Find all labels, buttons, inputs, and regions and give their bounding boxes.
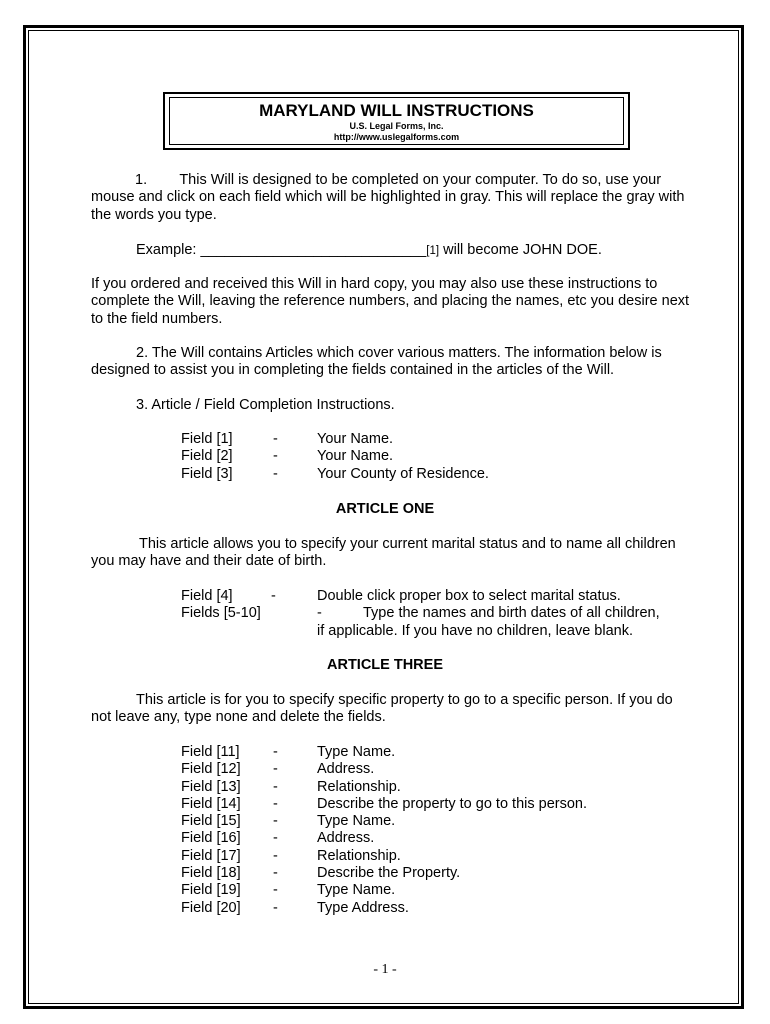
field-dash: - <box>273 813 278 830</box>
list-item <box>181 431 701 448</box>
field-dash: - <box>273 865 278 882</box>
article-three-heading: ARTICLE THREE <box>327 657 443 673</box>
section-1-text: This Will is designed to be completed on your computer. To do so, use your mouse and click on each field which will be highlighted in gray. This will replace the gray with the words you type. <box>91 172 685 223</box>
hardcopy-paragraph: If you ordered and received this Will in hard copy, you may also use these instructions to complete the Will, leaving the reference numbers, and placing the names, etc you desire next to the field numbers. <box>91 276 690 327</box>
field-description: Type Name. <box>317 813 396 830</box>
list-item <box>181 865 701 882</box>
field-description: Type Address. <box>317 899 409 916</box>
list-item <box>181 900 701 917</box>
field-dash: - <box>273 431 278 447</box>
list-item <box>181 796 701 813</box>
article-three-field-list <box>181 744 701 917</box>
field-label: Field [14] <box>181 795 241 812</box>
field-label: Field [18] <box>181 865 241 882</box>
list-item <box>181 605 701 622</box>
section-1-number: 1. <box>135 172 148 188</box>
field-description: Describe the Property. <box>317 865 461 882</box>
article-one-field-list <box>181 588 701 640</box>
field-dash: - <box>273 778 278 795</box>
list-item <box>181 813 701 830</box>
field-label: Field [1] <box>181 431 233 447</box>
field-description: Type Name. <box>317 882 396 899</box>
page-number: - 1 - <box>373 962 397 977</box>
list-item <box>181 779 701 796</box>
field-label: Field [11] <box>181 744 240 760</box>
field-dash: - <box>273 795 278 812</box>
field-description: Your Name. <box>317 448 394 465</box>
list-item <box>181 448 701 465</box>
field-label: Field [17] <box>181 847 241 864</box>
field-label: Field [4] <box>181 588 233 604</box>
field-description: Relationship. <box>317 778 401 795</box>
field-description: Double click proper box to select marital status. <box>317 588 621 604</box>
field-description: Relationship. <box>317 847 401 864</box>
field-dash: - <box>273 830 278 847</box>
list-item <box>181 761 701 778</box>
field-label: Field [13] <box>181 778 241 795</box>
document-title: MARYLAND WILL INSTRUCTIONS <box>259 101 534 120</box>
list-item <box>181 466 701 483</box>
company-url[interactable]: http://www.uslegalforms.com <box>333 132 460 142</box>
field-description-continued: if applicable. If you have no children, leave blank. <box>317 622 633 639</box>
article-one-text: This article allows you to specify your current marital status and to name all children you may have and their date of birth. <box>91 536 676 570</box>
list-item <box>181 830 701 847</box>
field-description: Describe the property to go to this person. <box>317 795 588 812</box>
section-3-text: 3. Article / Field Completion Instructions. <box>136 397 395 413</box>
example-blank: ____________________________ <box>200 242 427 258</box>
field-dash: - <box>273 847 278 864</box>
article-one-heading: ARTICLE ONE <box>335 501 435 517</box>
field-label: Field [3] <box>181 465 233 482</box>
field-dash: - <box>273 448 278 465</box>
section-3-heading <box>91 397 691 414</box>
list-item <box>181 588 701 605</box>
section-2-paragraph <box>91 345 691 380</box>
field-description: Your County of Residence. <box>317 465 489 482</box>
field-label: Field [20] <box>181 899 241 916</box>
section-3-field-list <box>181 431 701 483</box>
field-dash: - <box>273 899 278 916</box>
field-label: Field [15] <box>181 813 241 830</box>
example-label: Example: <box>136 242 201 258</box>
section-1-paragraph <box>91 172 691 224</box>
field-label: Field [12] <box>181 761 241 778</box>
list-item <box>181 848 701 865</box>
example-line <box>91 242 691 260</box>
field-description: Address. <box>317 761 375 778</box>
field-label: Field [19] <box>181 882 241 899</box>
field-description: Type Name. <box>317 744 396 760</box>
field-description: Address. <box>317 830 375 847</box>
company-name: U.S. Legal Forms, Inc. <box>349 121 444 131</box>
list-item <box>181 744 701 761</box>
field-dash: - <box>317 605 322 622</box>
field-dash: - <box>273 761 278 778</box>
list-item <box>181 882 701 899</box>
field-label: Fields [5-10] <box>181 605 261 622</box>
list-item <box>181 623 701 640</box>
article-three-paragraph <box>91 692 691 727</box>
field-description: Your Name. <box>317 431 394 447</box>
field-dash: - <box>273 465 278 482</box>
field-label: Field [2] <box>181 448 233 465</box>
example-result: will become JOHN DOE. <box>439 242 602 258</box>
section-2-text: 2. The Will contains Articles which cover various matters. The information below is designed to assist you in completing the fields contained in the articles of the Will. <box>91 345 662 379</box>
field-label: Field [16] <box>181 830 241 847</box>
header-box <box>169 97 624 145</box>
field-dash: - <box>273 744 278 760</box>
article-one-paragraph <box>91 536 691 571</box>
field-dash: - <box>273 882 278 899</box>
article-three-text: This article is for you to specify specific property to go to a specific person. If you do not leave any, type none and delete the fields. <box>91 692 673 726</box>
example-ref: [1] <box>426 245 440 257</box>
field-description: Type the names and birth dates of all children, <box>363 605 660 622</box>
field-dash: - <box>271 588 276 604</box>
